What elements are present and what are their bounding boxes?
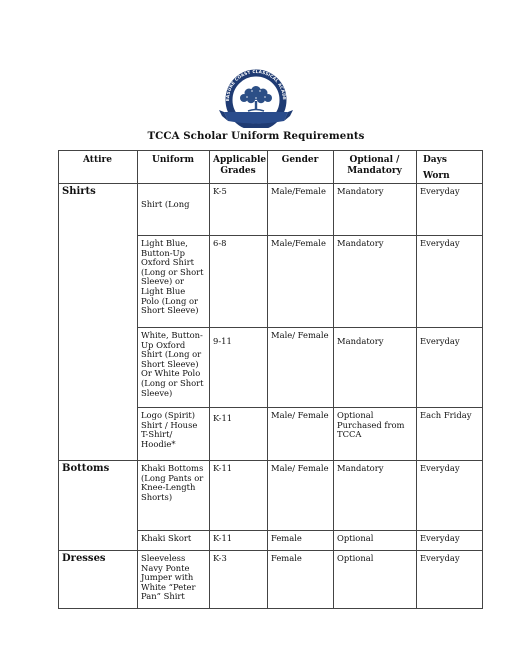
header-uniform: Uniform: [138, 151, 210, 184]
gender-cell: Female: [268, 531, 334, 551]
gender-cell: Male/Female: [268, 236, 334, 328]
optional-cell: Mandatory: [334, 328, 417, 408]
optional-cell: Mandatory: [334, 184, 417, 236]
table-header-row: [59, 151, 483, 184]
uniform-cell: Khaki Bottoms (Long Pants or Knee-Length Shorts): [138, 461, 210, 531]
school-logo: [216, 66, 296, 128]
optional-cell: Optional Purchased from TCCA: [334, 408, 417, 461]
gender-cell: Male/ Female: [268, 461, 334, 531]
header-days-worn: [417, 151, 483, 184]
table-row: [59, 184, 483, 236]
document-title: TCCA Scholar Uniform Requirements: [147, 130, 365, 142]
grades-cell: K-5: [210, 184, 268, 236]
grades-cell: 6-8: [210, 236, 268, 328]
gender-cell: Male/ Female: [268, 328, 334, 408]
header-days-line1: Days: [423, 155, 447, 165]
uniform-cell: Sleeveless Navy Ponte Jumper with White “Peter Pan” Shirt: [138, 551, 210, 609]
grades-cell: K-11: [210, 531, 268, 551]
category-bottoms: Bottoms: [59, 461, 138, 551]
days-cell: Everyday: [417, 551, 483, 609]
header-attire: Attire: [59, 151, 138, 184]
gender-cell: Male/ Female: [268, 408, 334, 461]
optional-cell: Optional: [334, 551, 417, 609]
table-row: [59, 551, 483, 609]
days-cell: Each Friday: [417, 408, 483, 461]
grades-cell: K-3: [210, 551, 268, 609]
days-cell: Everyday: [417, 461, 483, 531]
gender-cell: Male/Female: [268, 184, 334, 236]
category-shirts: Shirts: [59, 184, 138, 461]
uniform-cell: White, Button-Up Oxford Shirt (Long or Short Sleeve) Or White Polo (Long or Short Sleeve): [138, 328, 210, 408]
logo-ring-text: EASURE COAST CLASSICAL ACADE: [224, 68, 288, 102]
days-cell: Everyday: [417, 184, 483, 236]
header-optional-mandatory: Optional / Mandatory: [334, 151, 417, 184]
uniform-cell: Khaki Skort: [138, 531, 210, 551]
grades-cell: 9-11: [210, 328, 268, 408]
optional-cell: Mandatory: [334, 236, 417, 328]
days-cell: Everyday: [417, 328, 483, 408]
header-days-line2: Worn: [423, 170, 450, 181]
uniform-cell: Shirt (Long: [138, 184, 210, 236]
header-gender: Gender: [268, 151, 334, 184]
header-applicable-grades: Applicable Grades: [210, 151, 268, 184]
grades-cell: K-11: [210, 408, 268, 461]
uniform-requirements-table: [58, 150, 483, 609]
category-dresses: Dresses: [59, 551, 138, 609]
tree-seal-icon: [216, 66, 296, 128]
gender-cell: Female: [268, 551, 334, 609]
optional-cell: Mandatory: [334, 461, 417, 531]
days-cell: Everyday: [417, 236, 483, 328]
grades-cell: K-11: [210, 461, 268, 531]
table-row: [59, 461, 483, 531]
uniform-cell: Light Blue, Button-Up Oxford Shirt (Long or Short Sleeve) or Light Blue Polo (Long or Short Sleeve): [138, 236, 210, 328]
days-cell: Everyday: [417, 531, 483, 551]
optional-cell: Optional: [334, 531, 417, 551]
uniform-cell: Logo (Spirit) Shirt / House T-Shirt/ Hoodie*: [138, 408, 210, 461]
